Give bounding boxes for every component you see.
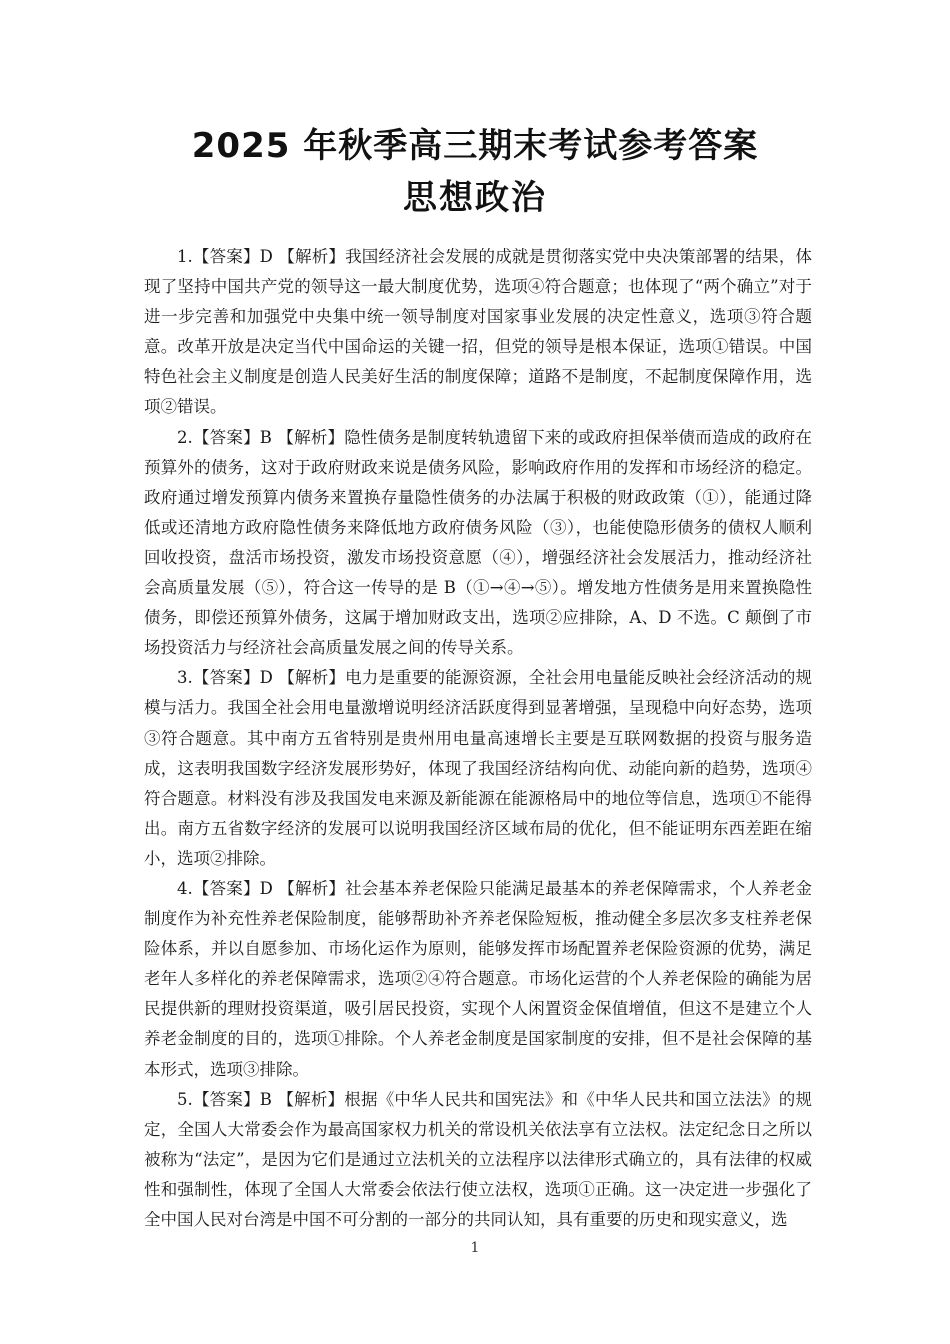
page-title: 2025 年秋季高三期末考试参考答案 bbox=[191, 126, 759, 166]
answer-item-3 bbox=[144, 663, 812, 874]
answer-number: 4. bbox=[177, 878, 193, 898]
answer-number: 3. bbox=[177, 668, 193, 688]
answer-number: 5. bbox=[177, 1089, 193, 1109]
answer-item-5 bbox=[144, 1085, 812, 1235]
answer-number: 1. bbox=[177, 247, 193, 266]
analysis-text: 我国经济社会发展的成就是贯彻落实党中央决策部署的结果，体现了坚持中国共产党的领导这一最大制度优势，选项④符合题意；也体现了“两个确立”对于进一步完善和加强党中央集中统一领导制度对国家事业发展的决定性意义，选项③符合题意。改革开放是决定当代中国命运的关键一招，但党的领导是根本保证，选项①错误。中国特色社会主义制度是创造人民美好生活的制度保障；道路不是制度，不起制度保障作用，选项②错误。 bbox=[144, 247, 813, 417]
page-number: 1 bbox=[470, 1240, 480, 1256]
analysis-tag: 【解析】 bbox=[278, 878, 346, 898]
answer-item-2 bbox=[144, 423, 812, 664]
answer-list bbox=[144, 242, 812, 1235]
analysis-tag: 【解析】 bbox=[277, 1089, 345, 1109]
answer-tag: 【答案】D bbox=[192, 247, 273, 266]
answer-tag: 【答案】B bbox=[192, 1089, 272, 1109]
analysis-text: 电力是重要的能源资源，全社会用电量能反映社会经济活动的规模与活力。我国全社会用电量激增说明经济活跃度得到显著增强，呈现稳中向好态势，选项③符合题意。其中南方五省特别是贵州用电量高速增长主要是互联网数据的投资与服务造成，这表明我国数字经济发展形势好，体现了我国经济结构向优、动能向新的趋势，选项④符合题意。材料没有涉及我国发电来源及新能源在能源格局中的地位等信息，选项①不能得出。南方五省数字经济的发展可以说明我国经济区域布局的优化，但不能证明东西差距在缩小，选项②排除。 bbox=[144, 668, 813, 868]
page-subtitle: 思想政治 bbox=[403, 178, 547, 218]
analysis-text: 社会基本养老保险只能满足最基本的养老保障需求，个人养老金制度作为补充性养老保险制度，能够帮助补齐养老保险短板，推动健全多层次多支柱养老保险体系，并以自愿参加、市场化运作为原则，能够发挥市场配置养老保险资源的优势，满足老年人多样化的养老保障需求，选项②④符合题意。市场化运营的个人养老保险的确能为居民提供新的理财投资渠道，吸引居民投资，实现个人闲置资金保值增值，但这不是建立个人养老金制度的目的，选项①排除。个人养老金制度是国家制度的安排，但不是社会保障的基本形式，选项③排除。 bbox=[144, 878, 813, 1079]
analysis-tag: 【解析】 bbox=[277, 427, 345, 447]
answer-tag: 【答案】D bbox=[192, 668, 273, 688]
answer-tag: 【答案】B bbox=[192, 427, 272, 447]
answer-number: 2. bbox=[177, 427, 193, 447]
analysis-text: 根据《中华人民共和国宪法》和《中华人民共和国立法法》的规定，全国人大常委会作为最高国家权力机关的常设机关依法享有立法权。法定纪念日之所以被称为“法定”，是因为它们是通过立法机关的立法程序以法律形式确立的，具有法律的权威性和强制性，体现了全国人大常委会依法行使立法权，选项①正确。这一决定进一步强化了全中国人民对台湾是中国不可分割的一部分的共同认知，具有重要的历史和现实意义，选 bbox=[144, 1089, 813, 1229]
answer-item-4 bbox=[144, 874, 812, 1085]
answer-item-1 bbox=[144, 242, 812, 423]
analysis-tag: 【解析】 bbox=[278, 247, 346, 266]
answer-tag: 【答案】D bbox=[192, 878, 273, 898]
analysis-tag: 【解析】 bbox=[278, 668, 346, 688]
analysis-text: 隐性债务是制度转轨遗留下来的或政府担保举债而造成的政府在预算外的债务，这对于政府财政来说是债务风险，影响政府作用的发挥和市场经济的稳定。政府通过增发预算内债务来置换存量隐性债务的办法属于积极的财政政策（①），能通过降低或还清地方政府隐性债务来降低地方政府债务风险（③），也能使隐形债务的债权人顺利回收投资，盘活市场投资，激发市场投资意愿（④），增强经济社会发展活力，推动经济社会高质量发展（⑤），符合这一传导的是 B（①→④→⑤）。增发地方性债务是用来置换隐性债务，即偿还预算外债务，这属于增加财政支出，选项②应排除，A、D 不选。C 颠倒了市场投资活力与经济社会高质量发展之间的传导关系。 bbox=[144, 427, 813, 658]
